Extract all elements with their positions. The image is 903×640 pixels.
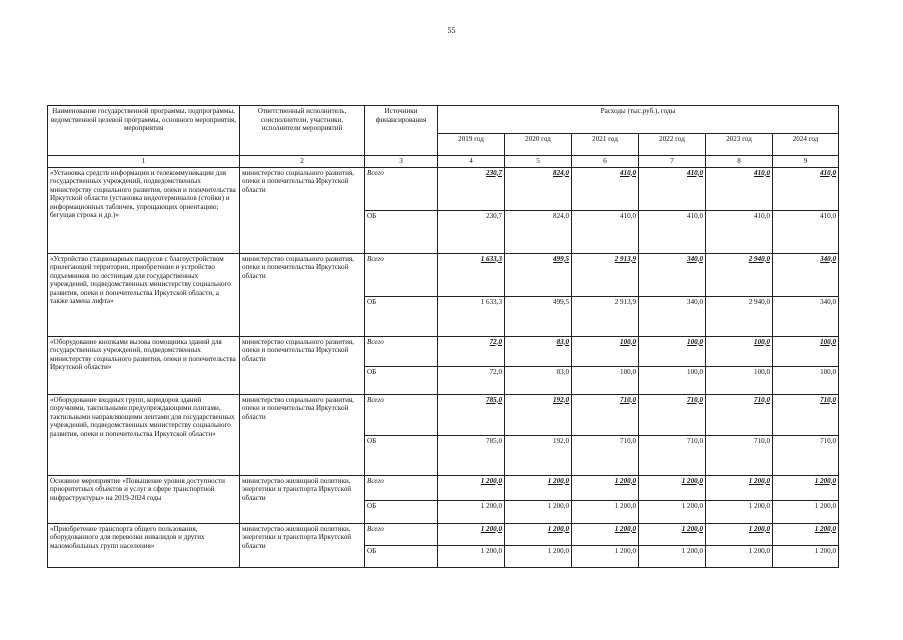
source-value: 100,0 — [639, 366, 706, 394]
column-number: 1 — [48, 156, 240, 168]
header-expenses: Расходы (тыс.руб.), годы — [438, 106, 839, 134]
total-value: 1 200,0 — [572, 523, 639, 545]
total-value: 83,0 — [505, 336, 572, 366]
source-value: 710,0 — [773, 435, 839, 475]
header-year: 2023 год — [706, 134, 773, 156]
source-value: 1 200,0 — [639, 500, 706, 523]
column-number: 2 — [240, 156, 365, 168]
source-value: 83,0 — [505, 366, 572, 394]
source-value: 1 200,0 — [438, 545, 505, 567]
source-value: 1 633,3 — [438, 296, 505, 336]
header-year: 2024 год — [773, 134, 839, 156]
total-value: 710,0 — [639, 394, 706, 435]
table-row — [48, 523, 839, 545]
total-value: 710,0 — [773, 394, 839, 435]
source-value: 710,0 — [572, 435, 639, 475]
executor: министерство социального развития, опеки и попечительства Иркутской области — [240, 253, 365, 336]
source-total-label: Всего — [365, 523, 438, 545]
source-total-label: Всего — [365, 167, 438, 210]
source-value: 1 200,0 — [773, 545, 839, 567]
column-number: 4 — [438, 156, 505, 168]
total-value: 2 913,9 — [572, 253, 639, 296]
source-value: 785,0 — [438, 435, 505, 475]
executor: министерство жилищной политики, энергетики и транспорта Иркутской области — [240, 523, 365, 567]
executor: министерство жилищной политики, энергетики и транспорта Иркутской области — [240, 475, 365, 523]
header-name: Наименование государственной программы, подпрограммы, ведомственной целевой программы, основного мероприятия, мероприятия — [48, 106, 240, 156]
table-row — [48, 394, 839, 435]
total-value: 1 200,0 — [706, 475, 773, 500]
total-value: 499,5 — [505, 253, 572, 296]
source-value: 100,0 — [572, 366, 639, 394]
total-value: 100,0 — [639, 336, 706, 366]
budget-table — [47, 105, 839, 568]
source-value: 410,0 — [639, 210, 706, 253]
total-value: 410,0 — [706, 167, 773, 210]
total-value: 824,0 — [505, 167, 572, 210]
source-total-label: Всего — [365, 253, 438, 296]
total-value: 100,0 — [572, 336, 639, 366]
source-value: 1 200,0 — [505, 545, 572, 567]
source-label: ОБ — [365, 210, 438, 253]
activity-name: «Приобретение транспорта общего пользования, оборудованного для перевозки инвалидов и других маломобильных групп населения» — [48, 523, 240, 567]
total-value: 1 200,0 — [773, 475, 839, 500]
source-value: 2 940,0 — [706, 296, 773, 336]
source-value: 100,0 — [773, 366, 839, 394]
source-value: 410,0 — [773, 210, 839, 253]
total-value: 410,0 — [773, 167, 839, 210]
column-number: 9 — [773, 156, 839, 168]
source-value: 410,0 — [572, 210, 639, 253]
source-value: 710,0 — [639, 435, 706, 475]
source-label: ОБ — [365, 296, 438, 336]
executor: министерство социального развития, опеки и попечительства Иркутской области — [240, 167, 365, 253]
table-row — [48, 336, 839, 366]
total-value: 100,0 — [706, 336, 773, 366]
activity-name: Основное мероприятие «Повышение уровня доступности приоритетных объектов и услуг в сфере транспортной инфраструктуры» на 2019-2024 годы — [48, 475, 240, 523]
total-value: 100,0 — [773, 336, 839, 366]
source-label: ОБ — [365, 545, 438, 567]
total-value: 1 200,0 — [572, 475, 639, 500]
header-year: 2019 год — [438, 134, 505, 156]
source-value: 72,0 — [438, 366, 505, 394]
column-number: 6 — [572, 156, 639, 168]
source-value: 1 200,0 — [438, 500, 505, 523]
total-value: 1 633,3 — [438, 253, 505, 296]
total-value: 1 200,0 — [639, 475, 706, 500]
executor: министерство социального развития, опеки и попечительства Иркутской области — [240, 336, 365, 394]
source-value: 1 200,0 — [572, 545, 639, 567]
source-value: 192,0 — [505, 435, 572, 475]
page-number: 55 — [447, 26, 456, 35]
total-value: 192,0 — [505, 394, 572, 435]
source-total-label: Всего — [365, 336, 438, 366]
total-value: 785,0 — [438, 394, 505, 435]
source-value: 1 200,0 — [706, 500, 773, 523]
header-year: 2020 год — [505, 134, 572, 156]
activity-name: «Оборудование входных групп, коридоров зданий поручнями, тактильными предупреждающими плитами, тактильными направляющими лентами для государственных учреждений, подведомственных министерству социального развития, опеки и попечительства Иркутской области» — [48, 394, 240, 475]
source-value: 100,0 — [706, 366, 773, 394]
total-value: 1 200,0 — [438, 475, 505, 500]
total-value: 410,0 — [639, 167, 706, 210]
source-value: 340,0 — [639, 296, 706, 336]
total-value: 2 940,0 — [706, 253, 773, 296]
total-value: 710,0 — [706, 394, 773, 435]
total-value: 710,0 — [572, 394, 639, 435]
total-value: 72,0 — [438, 336, 505, 366]
total-value: 1 200,0 — [639, 523, 706, 545]
source-total-label: Всего — [365, 475, 438, 500]
column-number: 8 — [706, 156, 773, 168]
source-value: 2 913,9 — [572, 296, 639, 336]
executor: министерство социального развития, опеки и попечительства Иркутской области — [240, 394, 365, 475]
source-value: 410,0 — [706, 210, 773, 253]
header-executor: Ответственный исполнитель, соисполнители, участники, исполнители мероприятий — [240, 106, 365, 156]
total-value: 1 200,0 — [773, 523, 839, 545]
source-value: 1 200,0 — [773, 500, 839, 523]
source-value: 1 200,0 — [572, 500, 639, 523]
column-number: 7 — [639, 156, 706, 168]
source-value: 1 200,0 — [706, 545, 773, 567]
source-label: ОБ — [365, 500, 438, 523]
activity-name: «Устройство стационарных пандусов с благоустройством прилегающей территории, приобретение и устройство подъемников по лестницам для государственных учреждений, подведомственных министерству социального развития, опеки и попечительства Иркутской области, а также замена лифта» — [48, 253, 240, 336]
source-value: 710,0 — [706, 435, 773, 475]
source-value: 230,7 — [438, 210, 505, 253]
column-number: 3 — [365, 156, 438, 168]
table-row — [48, 475, 839, 500]
total-value: 410,0 — [572, 167, 639, 210]
total-value: 1 200,0 — [505, 475, 572, 500]
total-value: 340,0 — [773, 253, 839, 296]
header-year: 2022 год — [639, 134, 706, 156]
source-value: 824,0 — [505, 210, 572, 253]
header-source: Источники финансирования — [365, 106, 438, 156]
total-value: 1 200,0 — [505, 523, 572, 545]
source-value: 340,0 — [773, 296, 839, 336]
table-row — [48, 167, 839, 210]
total-value: 1 200,0 — [438, 523, 505, 545]
source-value: 1 200,0 — [639, 545, 706, 567]
source-label: ОБ — [365, 366, 438, 394]
total-value: 1 200,0 — [706, 523, 773, 545]
activity-name: «Установка средств информации и телекоммуникации для государственных учреждений, подведомственных министерству социального развития, опеки и попечительства Иркутской области (установка видеотерминалов (стойки) и информационных табличек, упрощающих ориентацию; бегущая строка и др.)» — [48, 167, 240, 253]
header-year: 2021 год — [572, 134, 639, 156]
column-number: 5 — [505, 156, 572, 168]
total-value: 230,7 — [438, 167, 505, 210]
source-label: ОБ — [365, 435, 438, 475]
source-value: 1 200,0 — [505, 500, 572, 523]
total-value: 340,0 — [639, 253, 706, 296]
activity-name: «Оборудование кнопками вызова помощника зданий для государственных учреждений, подведомственных министерству социального развития, опеки и попечительства Иркутской области» — [48, 336, 240, 394]
source-value: 499,5 — [505, 296, 572, 336]
source-total-label: Всего — [365, 394, 438, 435]
table-row — [48, 253, 839, 296]
